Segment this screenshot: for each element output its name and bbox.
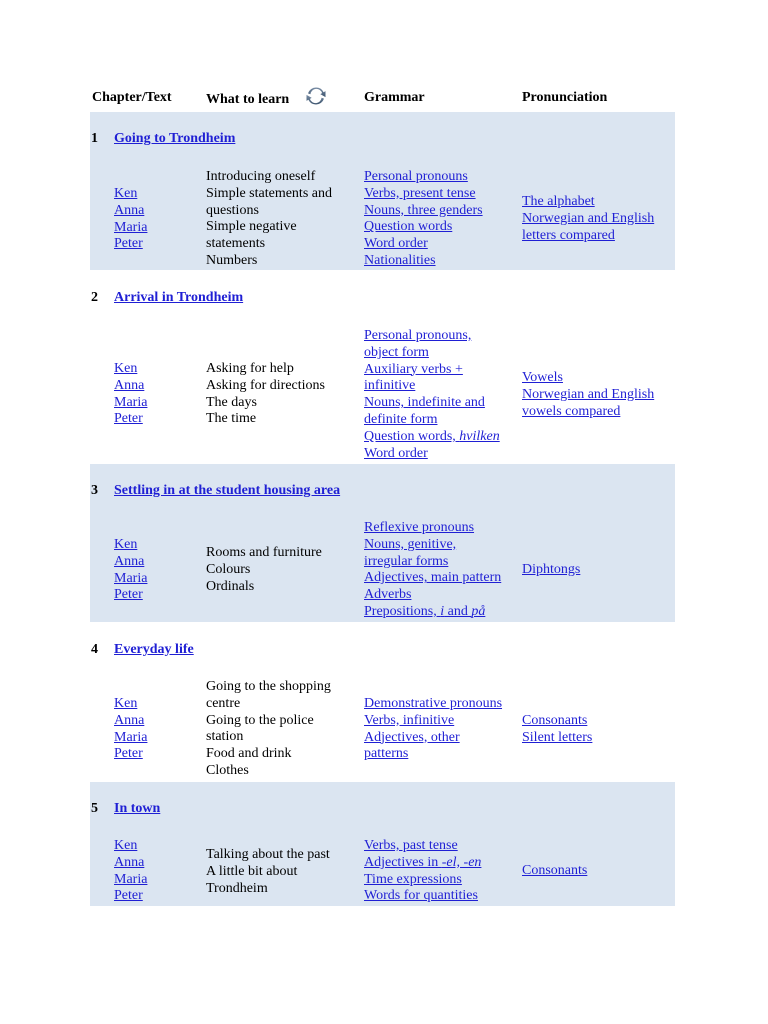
grammar-link-text: Question words, xyxy=(364,428,460,444)
grammar-link[interactable]: Question words xyxy=(364,219,453,235)
chapter-title-link[interactable]: Arrival in Trondheim xyxy=(114,290,244,305)
chapter-5-row xyxy=(90,782,675,906)
chapter-title-link[interactable]: Going to Trondheim xyxy=(114,131,236,146)
learning-item: Trondheim xyxy=(206,880,268,896)
character-link[interactable]: Maria xyxy=(114,219,148,235)
grammar-list xyxy=(364,169,524,270)
grammar-link[interactable]: infinitive xyxy=(364,378,416,394)
learning-item: Asking for help xyxy=(206,361,294,376)
character-list xyxy=(114,186,194,253)
character-list xyxy=(114,696,194,763)
learning-item: Ordinals xyxy=(206,578,255,594)
grammar-link[interactable] xyxy=(364,855,524,872)
character-link[interactable]: Ken xyxy=(114,696,138,711)
learning-goals xyxy=(206,847,356,897)
character-link[interactable]: Ken xyxy=(114,361,138,376)
pronunciation-link[interactable]: letters compared xyxy=(522,227,615,243)
grammar-link[interactable]: Nouns, indefinite and xyxy=(364,395,485,411)
character-link[interactable]: Ken xyxy=(114,537,138,552)
grammar-list xyxy=(364,838,524,905)
grammar-link[interactable]: Personal pronouns, xyxy=(364,328,472,343)
character-link[interactable]: Anna xyxy=(114,202,145,218)
grammar-link[interactable]: Word order xyxy=(364,236,428,252)
grammar-link[interactable]: Words for quantities xyxy=(364,888,478,904)
learning-item: Clothes xyxy=(206,762,249,778)
grammar-link[interactable]: Adverbs xyxy=(364,587,412,603)
learning-item: Going to the police xyxy=(206,712,314,728)
grammar-link[interactable]: Nouns, genitive, xyxy=(364,536,457,552)
pronunciation-list xyxy=(522,370,680,420)
grammar-link-italic: i xyxy=(440,603,445,619)
learning-item: Going to the shopping xyxy=(206,679,331,694)
grammar-link-italic: hvilken xyxy=(459,428,500,444)
grammar-link[interactable]: Nouns, three genders xyxy=(364,202,483,218)
grammar-link[interactable]: object form xyxy=(364,344,429,360)
grammar-link-text: Adjectives in xyxy=(364,854,442,870)
pronunciation-link[interactable]: Diphtongs xyxy=(522,562,581,577)
learning-item: statements xyxy=(206,236,266,252)
chapter-number: 2 xyxy=(91,290,98,305)
learning-goals xyxy=(206,545,356,595)
character-link[interactable]: Peter xyxy=(114,888,143,904)
learning-item: Food and drink xyxy=(206,746,292,762)
pronunciation-link[interactable]: Consonants xyxy=(522,863,588,878)
character-list xyxy=(114,838,194,905)
chapter-4-row xyxy=(90,623,675,781)
chapter-number: 5 xyxy=(91,801,98,816)
pronunciation-list xyxy=(522,562,680,579)
pronunciation-link[interactable]: vowels compared xyxy=(522,403,621,419)
grammar-link[interactable]: Demonstrative pronouns xyxy=(364,696,503,711)
grammar-link[interactable]: Time expressions xyxy=(364,871,462,887)
learning-item: questions xyxy=(206,202,259,218)
chapter-title-link[interactable]: In town xyxy=(114,801,161,816)
character-link[interactable]: Anna xyxy=(114,712,145,728)
character-list xyxy=(114,361,194,428)
grammar-link-italic: på xyxy=(471,603,486,619)
learning-item: station xyxy=(206,729,244,745)
chapter-number: 1 xyxy=(91,131,98,146)
grammar-link[interactable]: Verbs, infinitive xyxy=(364,712,455,728)
chapter-1-row xyxy=(90,112,675,270)
character-link[interactable]: Peter xyxy=(114,411,143,427)
character-link[interactable]: Maria xyxy=(114,729,148,745)
chapter-heading xyxy=(90,782,675,820)
character-list xyxy=(114,537,194,604)
character-link[interactable]: Anna xyxy=(114,377,145,393)
grammar-link[interactable]: Nationalities xyxy=(364,252,436,268)
grammar-link[interactable]: Auxiliary verbs + xyxy=(364,361,463,377)
character-link[interactable]: Peter xyxy=(114,746,143,762)
header-what-to-learn: What to learn xyxy=(206,92,290,107)
character-link[interactable]: Peter xyxy=(114,587,143,603)
grammar-link[interactable]: Adjectives, other xyxy=(364,729,460,745)
grammar-link[interactable]: Word order xyxy=(364,445,428,461)
grammar-link[interactable] xyxy=(364,429,524,446)
character-link[interactable]: Ken xyxy=(114,186,138,201)
refresh-icon[interactable] xyxy=(304,84,328,108)
learning-goals xyxy=(206,169,356,270)
grammar-link[interactable]: definite form xyxy=(364,411,438,427)
pronunciation-link[interactable]: Consonants xyxy=(522,713,588,728)
learning-item: Asking for directions xyxy=(206,377,325,393)
chapter-number: 4 xyxy=(91,642,98,657)
learning-item: The time xyxy=(206,411,257,427)
grammar-list xyxy=(364,696,524,763)
grammar-list xyxy=(364,520,524,621)
learning-item: Numbers xyxy=(206,252,258,268)
chapter-2-row xyxy=(90,271,675,463)
character-link[interactable]: Maria xyxy=(114,394,148,410)
grammar-link-text: Prepositions, xyxy=(364,603,441,619)
chapter-heading xyxy=(90,623,675,661)
learning-item: Rooms and furniture xyxy=(206,545,322,560)
pronunciation-list xyxy=(522,863,680,880)
chapter-3-row xyxy=(90,464,675,622)
grammar-link-italic: -el, -en xyxy=(441,854,482,870)
grammar-link[interactable]: Reflexive pronouns xyxy=(364,520,475,535)
character-link[interactable]: Ken xyxy=(114,838,138,853)
pronunciation-list xyxy=(522,713,680,747)
learning-item: The days xyxy=(206,394,257,410)
learning-item: centre xyxy=(206,695,241,711)
learning-item: Talking about the past xyxy=(206,847,330,862)
learning-item: Introducing oneself xyxy=(206,169,316,184)
character-link[interactable]: Peter xyxy=(114,236,143,252)
table-header xyxy=(0,84,768,112)
grammar-link[interactable]: Personal pronouns xyxy=(364,169,468,184)
learning-item: Simple negative xyxy=(206,219,297,235)
grammar-link[interactable]: Verbs, present tense xyxy=(364,185,476,201)
chapter-heading xyxy=(90,271,675,309)
header-pronunciation: Pronunciation xyxy=(522,90,608,105)
grammar-list xyxy=(364,328,524,462)
pronunciation-link[interactable]: Silent letters xyxy=(522,729,593,745)
header-chapter-text: Chapter/Text xyxy=(92,90,172,105)
chapter-heading xyxy=(90,112,675,150)
learning-item: Simple statements and xyxy=(206,185,332,201)
chapter-title-link[interactable]: Everyday life xyxy=(114,642,194,657)
pronunciation-list xyxy=(522,194,680,244)
learning-item: A little bit about xyxy=(206,863,298,879)
grammar-link[interactable] xyxy=(364,604,524,621)
learning-goals xyxy=(206,679,356,780)
character-link[interactable]: Maria xyxy=(114,871,148,887)
character-link[interactable]: Anna xyxy=(114,553,145,569)
character-link[interactable]: Maria xyxy=(114,570,148,586)
learning-goals xyxy=(206,361,356,428)
grammar-link[interactable]: patterns xyxy=(364,746,409,762)
grammar-link-text: and xyxy=(444,603,472,619)
chapter-number: 3 xyxy=(91,483,98,498)
chapter-heading xyxy=(90,464,675,502)
grammar-link[interactable]: Adjectives, main pattern xyxy=(364,570,502,586)
pronunciation-link[interactable]: Norwegian and English xyxy=(522,386,655,402)
grammar-link[interactable]: irregular forms xyxy=(364,553,449,569)
grammar-link[interactable]: Verbs, past tense xyxy=(364,838,458,853)
character-link[interactable]: Anna xyxy=(114,854,145,870)
pronunciation-link[interactable]: The alphabet xyxy=(522,194,595,209)
learning-item: Colours xyxy=(206,561,251,577)
header-grammar: Grammar xyxy=(364,90,425,105)
pronunciation-link[interactable]: Norwegian and English xyxy=(522,210,655,226)
chapter-title-link[interactable]: Settling in at the student housing area xyxy=(114,483,341,498)
pronunciation-link[interactable]: Vowels xyxy=(522,370,563,385)
